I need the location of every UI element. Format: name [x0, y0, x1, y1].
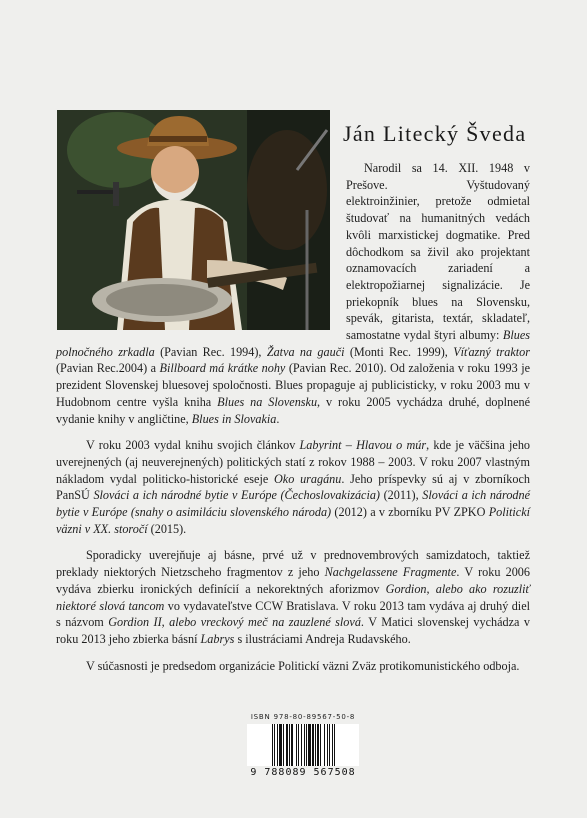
text-run: , v roku 2005 vychádza druhé, doplnené vydanie knihy v angličtine,	[56, 394, 531, 426]
italic-title: Labrys	[200, 631, 235, 646]
italic-title: Slováci a ich národné bytie v Európe (Čechoslovakizácia)	[93, 488, 380, 503]
text-run: s ilustráciami Andreja Rudavského.	[234, 631, 411, 646]
italic-title: Blues in Slovakia	[191, 411, 277, 426]
text-run: . V Matici slovenskej vychádza v roku 2013 jeho zbierka básní	[56, 615, 531, 646]
bio-paragraph	[56, 437, 530, 537]
text-run: V súčasnosti je predsedom organizácie Politickí väzni Zväz protikomunistického odboja.	[86, 658, 520, 673]
italic-title: Blues na Slovensku	[217, 394, 318, 409]
bio-paragraph	[56, 658, 530, 675]
italic-title: Slováci a ich národné bytie v Európe (snahy o asimiláciu slovenského národa)	[56, 488, 531, 520]
text-run: .	[276, 411, 280, 426]
italic-title: Politickí väzni v XX. storočí	[56, 505, 530, 536]
bio-paragraph	[56, 547, 530, 647]
text-run: Narodil sa 14. XII. 1948 v Prešove. Vyštudovaný elektroinžinier, pretože odmietal študovať na humanitných vedách kvôli marxistickej dogmatike. Pred dôchodkom sa živil ako projektant oznamovacích zariadení a elektropožiarnej signalizácie. Je priekopník blues na Slovensku, spevák, gitarista, textár, skladateľ, samostatne vydal štyri albumy:	[346, 161, 530, 343]
biography	[56, 160, 530, 684]
photo-wrap-spacer	[56, 160, 346, 336]
text-run: (Pavian Rec.2004) a	[56, 361, 160, 376]
text-run: . V roku 2006 vydáva zbierku ironických definícií a nekorektných aforizmov	[56, 565, 530, 596]
italic-title: Gordion, alebo ako rozuzliť niektoré slová tancom	[56, 581, 530, 613]
text-run: (Pavian Rec. 1994),	[154, 344, 267, 359]
italic-title: Víťazný traktor	[453, 344, 530, 359]
text-run: , kde je väčšina jeho uverejnených (aj neuverejnených) politických statí z rokov 1988 – 2003. V roku 2007 vlastným nákladom vydal politicko-historické eseje	[56, 438, 531, 486]
text-run: (2012) a v zborníku PV ZPKO	[331, 505, 489, 520]
text-run: (2011),	[380, 488, 423, 503]
italic-title: Gordion II, alebo vreckový meč na zauzlené slová	[108, 615, 361, 630]
text-run: V roku 2003 vydal knihu svojich článkov	[86, 438, 300, 453]
text-run: vo vydavateľstve CCW Bratislava. V roku 2013 tam vydáva aj druhý diel s názvom	[56, 598, 530, 630]
text-run: (Monti Rec. 1999),	[344, 344, 454, 359]
italic-title: Billboard má krátke nohy	[159, 361, 286, 376]
text-run: (2015).	[147, 521, 187, 536]
text-run: . Jeho príspevky sú aj v zborníkoch PanSÚ	[56, 471, 530, 503]
italic-title: Blues polnočného zrkadla	[56, 328, 530, 359]
italic-title: Nachgelassene Fragmente	[324, 565, 457, 580]
barcode-bar	[334, 724, 335, 766]
isbn-label: ISBN 978-80-89567-50-8	[250, 713, 356, 721]
text-run: Sporadicky uverejňuje aj básne, prvé už v prednovembrových samizdatoch, taktiež preklady niektorých Nietzscheho fragmentov z jeho	[56, 548, 530, 580]
author-name: Ján Litecký Šveda	[343, 121, 527, 146]
barcode-block	[247, 713, 359, 778]
barcode-icon	[247, 724, 359, 766]
ean-digits: 9 788089 567508	[250, 767, 356, 778]
italic-title: Žatva na gauči	[266, 344, 345, 359]
italic-title: Labyrint – Hlavou o múr	[299, 438, 427, 453]
text-run: (Pavian Rec. 2010). Od založenia v roku 1993 je prezident Slovenskej bluesovej spoločnosti. Blues propaguje aj publicisticky, v roku 2003 mu v Hudobnom centre vyšla kniha	[56, 361, 530, 409]
italic-title: Oko uragánu	[274, 471, 342, 486]
